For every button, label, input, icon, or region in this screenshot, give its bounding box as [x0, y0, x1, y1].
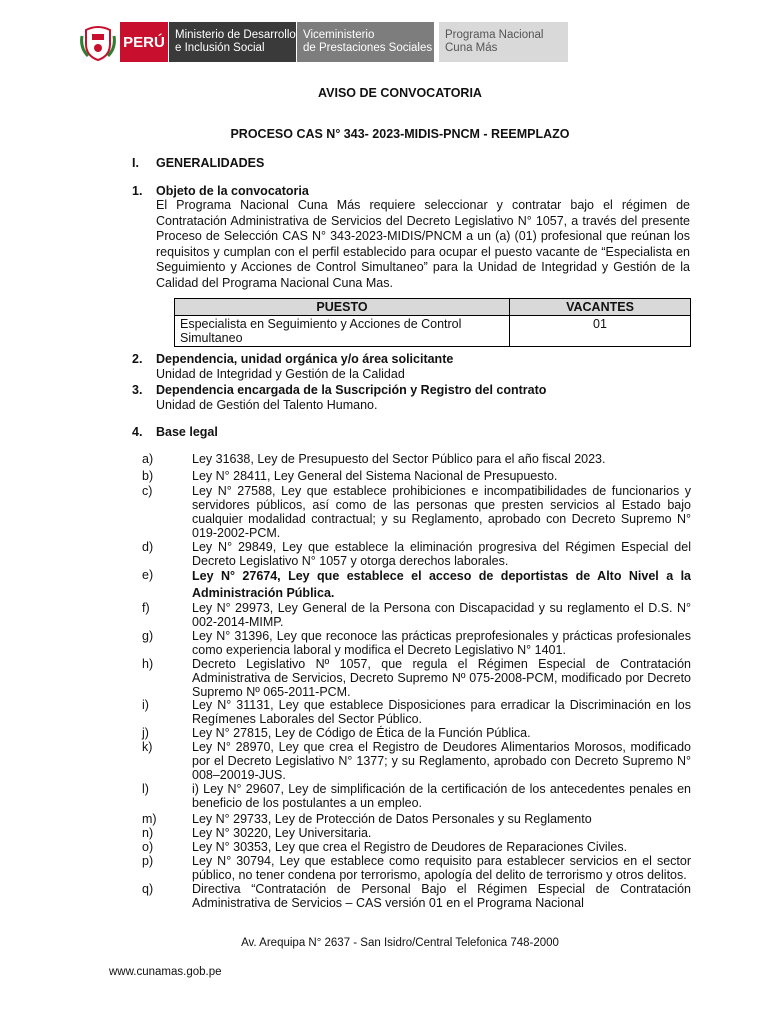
item-3-text: Unidad de Gestión del Talento Humano. — [156, 398, 378, 412]
item-4-number: 4. — [132, 425, 143, 439]
list-letter: n) — [142, 826, 154, 840]
list-text: Ley N° 27674, Ley que establece el acceso de deportistas de Alto Nivel a la Administración Pública. — [192, 569, 691, 600]
item-4-heading: Base legal — [156, 425, 218, 439]
item-1-number: 1. — [132, 184, 143, 198]
document-subtitle: PROCESO CAS N° 343- 2023-MIDIS-PNCM - REEMPLAZO — [230, 127, 570, 141]
list-text: Ley N° 31396, Ley que reconoce las prácticas preprofesionales y prácticas profesionales como experiencia laboral y modifica el Decreto Legislativo N° 1401. — [192, 629, 691, 657]
ministry-line-1: Ministerio de Desarrollo — [175, 29, 296, 41]
item-1-heading: Objeto de la convocatoria — [156, 184, 309, 198]
item-2-number: 2. — [132, 352, 143, 366]
list-text: Ley N° 29849, Ley que establece la eliminación progresiva del Régimen Especial del Decreto Legislativo N° 1057 y otorga derechos laborales. — [192, 540, 691, 568]
list-letter: j) — [142, 726, 149, 740]
list-text: Directiva “Contratación de Personal Bajo el Régimen Especial de Contratación Administrativa de Servicios – CAS versión 01 en el Programa Nacional — [192, 882, 691, 910]
list-letter: m) — [142, 812, 157, 826]
list-letter: o) — [142, 840, 154, 854]
list-letter: b) — [142, 469, 154, 483]
program-line-1: Programa Nacional — [445, 29, 544, 41]
table-header-vacantes: VACANTES — [510, 299, 691, 316]
section-number: I. — [132, 156, 139, 170]
list-letter: d) — [142, 540, 154, 554]
list-text: Ley N° 29733, Ley de Protección de Datos Personales y su Reglamento — [192, 812, 592, 826]
item-2-text: Unidad de Integridad y Gestión de la Calidad — [156, 367, 405, 381]
page-header — [80, 22, 568, 62]
peru-label: PERÚ — [120, 22, 168, 62]
vacancy-table — [174, 298, 691, 347]
table-header-row — [175, 299, 691, 316]
ministry-label — [168, 22, 296, 62]
list-text: Ley N° 30220, Ley Universitaria. — [192, 826, 372, 840]
list-letter: c) — [142, 484, 153, 498]
list-text: Ley N° 31131, Ley que establece Disposiciones para erradicar la Discriminación en los Regímenes Laborales del Sector Público. — [192, 698, 691, 726]
vice-line-1: Viceministerio — [303, 29, 375, 41]
section-heading: GENERALIDADES — [156, 156, 265, 170]
list-letter: a) — [142, 452, 154, 466]
table-row — [175, 316, 691, 347]
list-text: Ley 31638, Ley de Presupuesto del Sector Público para el año fiscal 2023. — [192, 452, 606, 466]
list-text: Ley N° 29973, Ley General de la Persona con Discapacidad y su reglamento el D.S. N° 002-2014-MIMP. — [192, 601, 691, 629]
footer-address: Av. Arequipa N° 2637 - San Isidro/Central Telefonica 748-2000 — [241, 937, 559, 949]
list-letter: q) — [142, 882, 154, 896]
list-letter: p) — [142, 854, 154, 868]
list-text: Ley N° 27815, Ley de Código de Ética de la Función Pública. — [192, 726, 531, 740]
list-text: Ley N° 27588, Ley que establece prohibiciones e incompatibilidades de funcionarios y servidores públicos, así como de las personas que presten servicios al Estado bajo cualquier modalidad contractual; y su Reglamento, aprobado con Decreto Supremo N° 019-2002-PCM. — [192, 484, 691, 540]
table-cell-puesto: Especialista en Seguimiento y Acciones de Control Simultaneo — [175, 316, 510, 347]
ministry-line-2: e Inclusión Social — [175, 42, 265, 54]
list-text: Ley N° 28970, Ley que crea el Registro de Deudores Alimentarios Morosos, modificado por el Decreto Legislativo N° 1377; y su Reglamento, aprobado con Decreto Supremo N° 008–20019-JUS. — [192, 740, 691, 782]
program-line-2: Cuna Más — [445, 42, 498, 54]
vice-line-2: de Prestaciones Sociales — [303, 42, 433, 54]
list-text: Ley N° 30353, Ley que crea el Registro de Deudores de Reparaciones Civiles. — [192, 840, 628, 854]
item-1-text: El Programa Nacional Cuna Más requiere seleccionar y contratar bajo el régimen de Contratación Administrativa de Servicios del Decreto Legislativo N° 1057, a través del presente Proceso de Selección CAS N° 343-2023-MIDIS/PNCM a un (a) (01) profesional que reúnan los requisitos y cumplan con el perfil establecido para ocupar el puesto vacante de “Especialista en Seguimiento y Acciones de Control Simultaneo” para la Unidad de Integridad y Gestión de la Calidad del Programa Nacional Cuna Mas. — [156, 198, 690, 290]
list-text: i) Ley N° 29607, Ley de simplificación de la certificación de los antecedentes penales en beneficio de los postulantes a un empleo. — [192, 782, 691, 810]
footer-website: www.cunamas.gob.pe — [109, 966, 222, 978]
list-letter: f) — [142, 601, 150, 615]
vice-ministry-label — [296, 22, 434, 62]
item-3-heading: Dependencia encargada de la Suscripción y Registro del contrato — [156, 383, 547, 397]
table-cell-vacantes: 01 — [510, 316, 691, 347]
list-letter: k) — [142, 740, 153, 754]
list-letter: h) — [142, 657, 154, 671]
document-title: AVISO DE CONVOCATORIA — [318, 86, 482, 100]
list-letter: g) — [142, 629, 154, 643]
list-letter: i) — [142, 698, 149, 712]
list-text: Ley N° 28411, Ley General del Sistema Nacional de Presupuesto. — [192, 469, 558, 483]
list-letter: l) — [142, 782, 149, 796]
table-header-puesto: PUESTO — [175, 299, 510, 316]
list-text: Decreto Legislativo Nº 1057, que regula el Régimen Especial de Contratación Administrativa de Servicios, Decreto Supremo Nº 075-2008-PCM, modificado por Decreto Supremo Nº 065-2011-PCM. — [192, 657, 691, 699]
list-letter: e) — [142, 568, 154, 582]
program-label — [438, 22, 568, 62]
item-3-number: 3. — [132, 383, 143, 397]
coat-of-arms-icon — [80, 22, 116, 62]
item-2-heading: Dependencia, unidad orgánica y/o área solicitante — [156, 352, 454, 366]
list-text: Ley N° 30794, Ley que establece como requisito para establecer servicios en el sector público, no tener condena por terrorismo, apología del delito de terrorismo y otros delitos. — [192, 854, 691, 882]
